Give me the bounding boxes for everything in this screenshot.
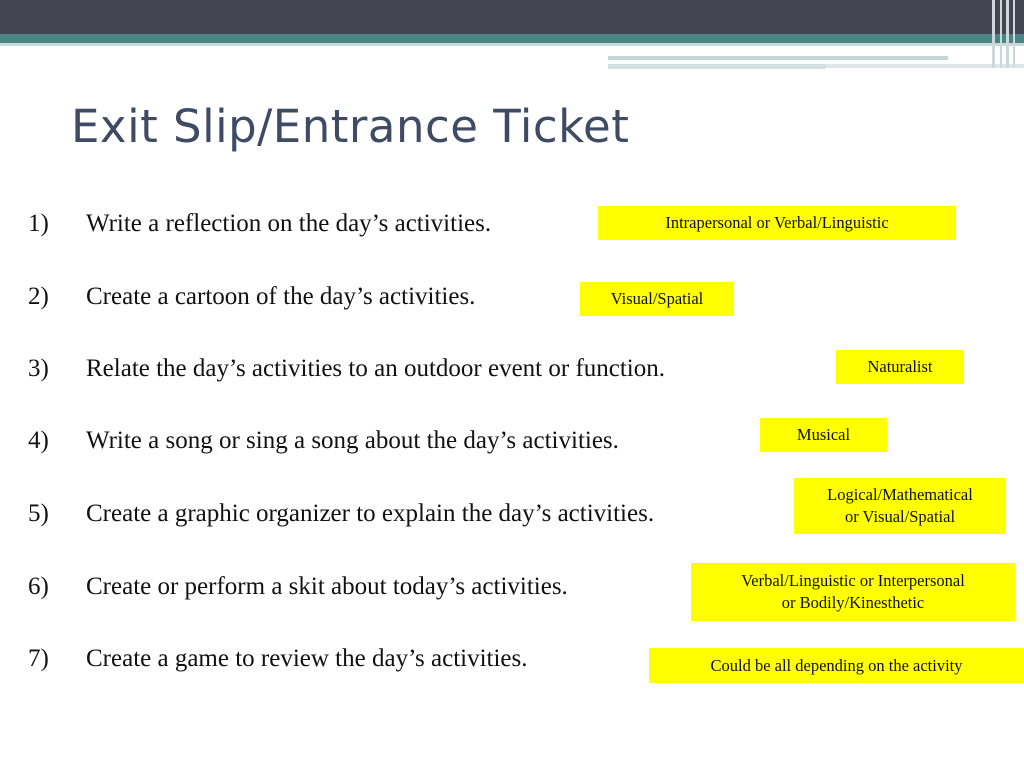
intelligence-tag: Could be all depending on the activity — [649, 648, 1024, 683]
intelligence-tag: Naturalist — [836, 350, 964, 384]
item-number: 5) — [28, 500, 49, 527]
header-accent-line-light — [0, 43, 1024, 46]
tag-line: or Bodily/Kinesthetic — [781, 593, 925, 612]
item-text: Write a reflection on the day’s activities. — [86, 210, 492, 237]
header-accent-line — [0, 34, 1024, 43]
tag-line: Verbal/Linguistic or Interpersonal — [741, 571, 965, 590]
item-text: Write a song or sing a song about the day’s activities. — [86, 427, 619, 454]
intelligence-tag: Intrapersonal or Verbal/Linguistic — [598, 206, 956, 240]
item-text: Create a game to review the day’s activities. — [86, 645, 528, 672]
intelligence-tag: Visual/Spatial — [580, 282, 734, 316]
item-number: 6) — [28, 573, 49, 600]
intelligence-tag: Musical — [760, 418, 887, 452]
item-text: Create or perform a skit about today’s activities. — [86, 573, 568, 600]
item-number: 3) — [28, 355, 49, 382]
intelligence-tag — [691, 563, 1015, 621]
item-text: Relate the day’s activities to an outdoor event or function. — [86, 355, 666, 382]
item-number: 2) — [28, 283, 49, 310]
decorative-stripes — [992, 0, 1024, 68]
item-number: 4) — [28, 427, 49, 454]
item-text: Create a cartoon of the day’s activities. — [86, 283, 476, 310]
tag-line: or Visual/Spatial — [844, 507, 956, 526]
intelligence-tag — [794, 478, 1006, 534]
item-number: 1) — [28, 210, 49, 237]
list-item — [0, 283, 1024, 323]
header-band — [0, 0, 1024, 34]
decorative-bar — [608, 56, 948, 60]
item-number: 7) — [28, 645, 49, 672]
item-text: Create a graphic organizer to explain the day’s activities. — [86, 500, 655, 527]
tag-line: Logical/Mathematical — [827, 485, 973, 504]
slide-title: Exit Slip/Entrance Ticket — [71, 100, 630, 153]
decorative-bar — [608, 64, 826, 69]
